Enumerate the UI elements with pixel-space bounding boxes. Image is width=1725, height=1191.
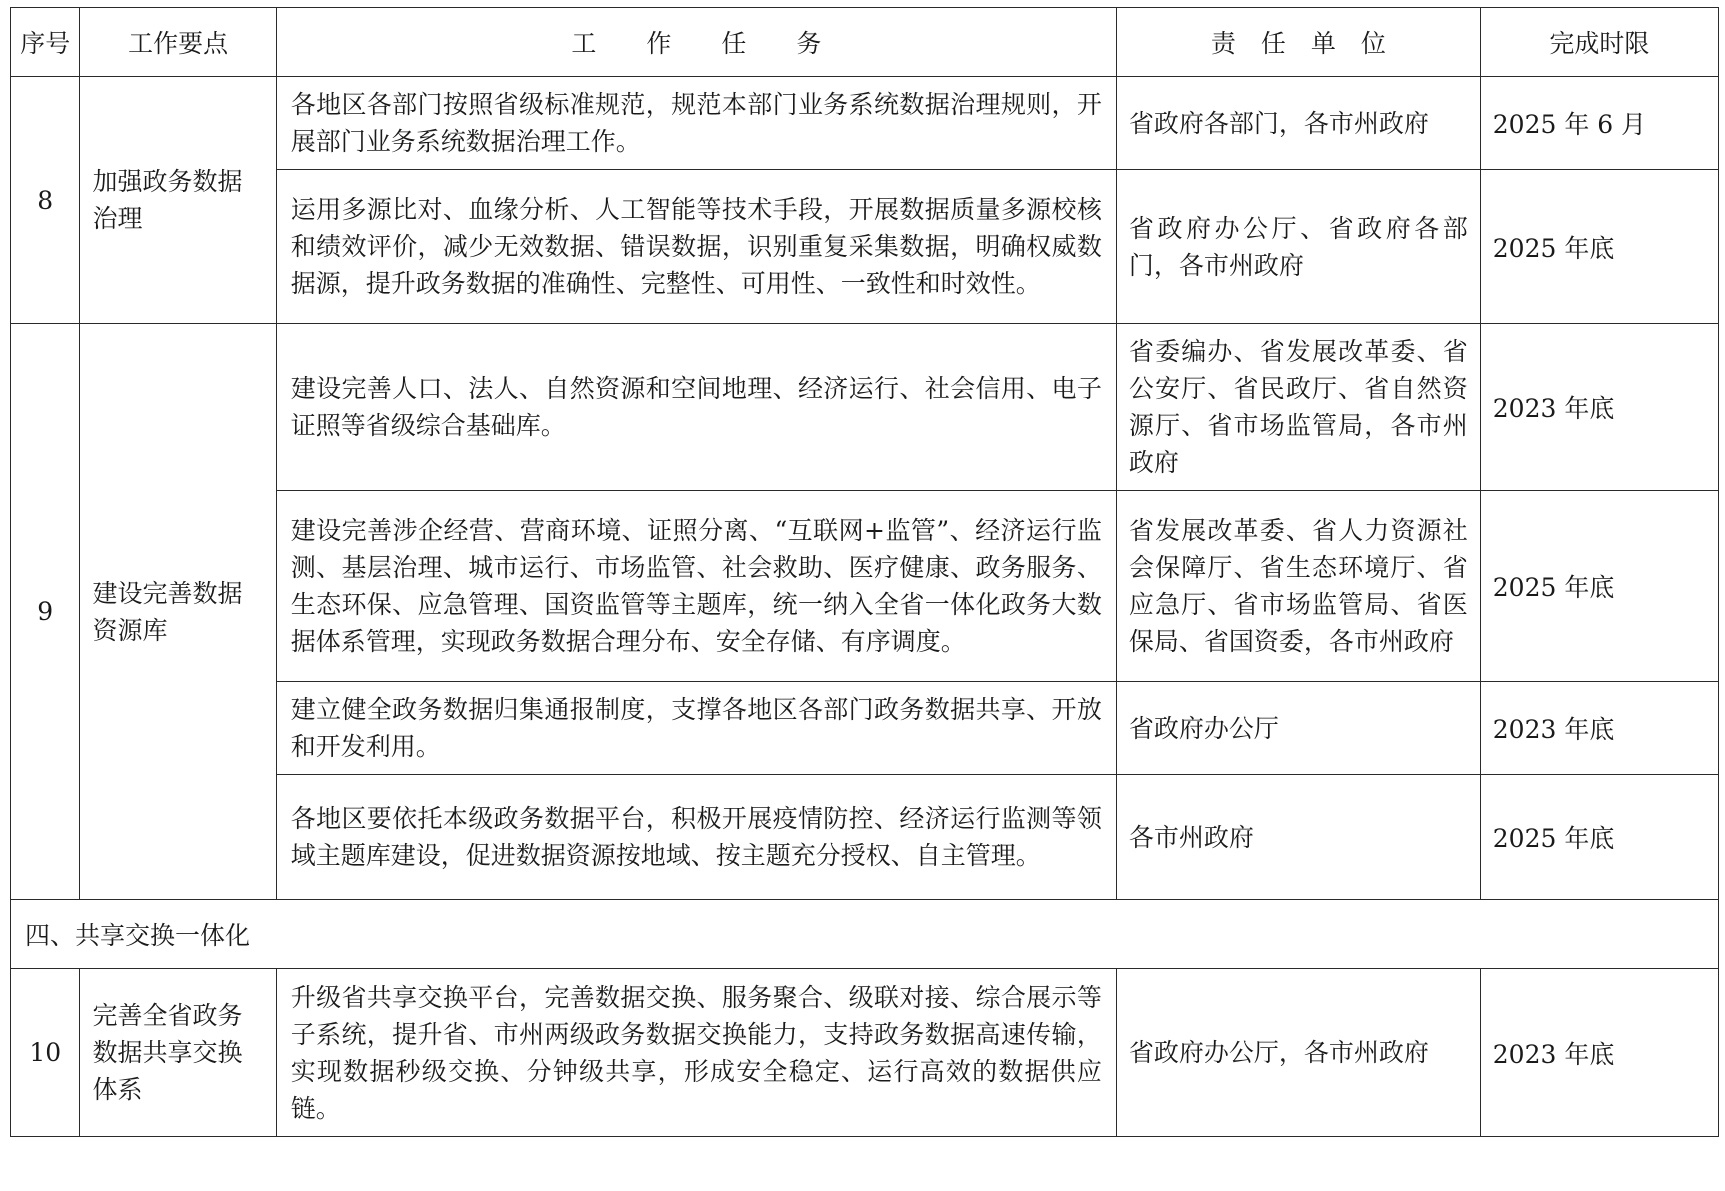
header-work-task: 工 作 任 务 — [276, 8, 1116, 77]
group-number: 9 — [11, 324, 80, 900]
deadline: 2025 年底 — [1480, 491, 1718, 682]
work-task: 运用多源比对、血缘分析、人工智能等技术手段，开展数据质量多源校核和绩效评价，减少无效数据、错误数据，识别重复采集数据，明确权威数据源，提升政务数据的准确性、完整性、可用性、一致性和时效性。 — [276, 170, 1116, 324]
work-task: 各地区各部门按照省级标准规范，规范本部门业务系统数据治理规则，开展部门业务系统数据治理工作。 — [276, 77, 1116, 170]
responsible-unit: 省委编办、省发展改革委、省公安厅、省民政厅、省自然资源厅、省市场监管局，各市州政府 — [1116, 324, 1480, 491]
header-work-point: 工作要点 — [80, 8, 276, 77]
section-row — [11, 900, 1719, 969]
responsible-unit: 各市州政府 — [1116, 775, 1480, 900]
responsible-unit: 省政府办公厅，各市州政府 — [1116, 969, 1480, 1137]
work-point: 建设完善数据资源库 — [80, 324, 276, 900]
work-task: 建立健全政务数据归集通报制度，支撑各地区各部门政务数据共享、开放和开发利用。 — [276, 682, 1116, 775]
table-row — [11, 324, 1719, 491]
deadline: 2023 年底 — [1480, 682, 1718, 775]
group-number: 8 — [11, 77, 80, 324]
responsible-unit: 省政府办公厅 — [1116, 682, 1480, 775]
responsible-unit: 省政府办公厅、省政府各部门，各市州政府 — [1116, 170, 1480, 324]
deadline: 2025 年底 — [1480, 775, 1718, 900]
responsible-unit: 省发展改革委、省人力资源社会保障厅、省生态环境厅、省应急厅、省市场监管局、省医保局、省国资委，各市州政府 — [1116, 491, 1480, 682]
deadline: 2023 年底 — [1480, 324, 1718, 491]
table-row — [11, 969, 1719, 1137]
work-task: 建设完善涉企经营、营商环境、证照分离、“互联网+监管”、经济运行监测、基层治理、城市运行、市场监管、社会救助、医疗健康、政务服务、生态环保、应急管理、国资监管等主题库，统一纳入全省一体化政务大数据体系管理，实现政务数据合理分布、安全存储、有序调度。 — [276, 491, 1116, 682]
work-task: 各地区要依托本级政务数据平台，积极开展疫情防控、经济运行监测等领域主题库建设，促进数据资源按地域、按主题充分授权、自主管理。 — [276, 775, 1116, 900]
work-plan-table — [10, 7, 1719, 1137]
group-number: 10 — [11, 969, 80, 1137]
section-title: 四、共享交换一体化 — [11, 900, 1719, 969]
deadline: 2025 年底 — [1480, 170, 1718, 324]
work-point: 完善全省政务数据共享交换体系 — [80, 969, 276, 1137]
header-deadline: 完成时限 — [1480, 8, 1718, 77]
deadline: 2023 年底 — [1480, 969, 1718, 1137]
responsible-unit: 省政府各部门，各市州政府 — [1116, 77, 1480, 170]
header-no: 序号 — [11, 8, 80, 77]
work-point: 加强政务数据治理 — [80, 77, 276, 324]
work-task: 建设完善人口、法人、自然资源和空间地理、经济运行、社会信用、电子证照等省级综合基础库。 — [276, 324, 1116, 491]
deadline: 2025 年 6 月 — [1480, 77, 1718, 170]
table-row — [11, 77, 1719, 170]
header-responsible-unit: 责 任 单 位 — [1116, 8, 1480, 77]
work-task: 升级省共享交换平台，完善数据交换、服务聚合、级联对接、综合展示等子系统，提升省、市州两级政务数据交换能力，支持政务数据高速传输，实现数据秒级交换、分钟级共享，形成安全稳定、运行高效的数据供应链。 — [276, 969, 1116, 1137]
table-header-row — [11, 8, 1719, 77]
